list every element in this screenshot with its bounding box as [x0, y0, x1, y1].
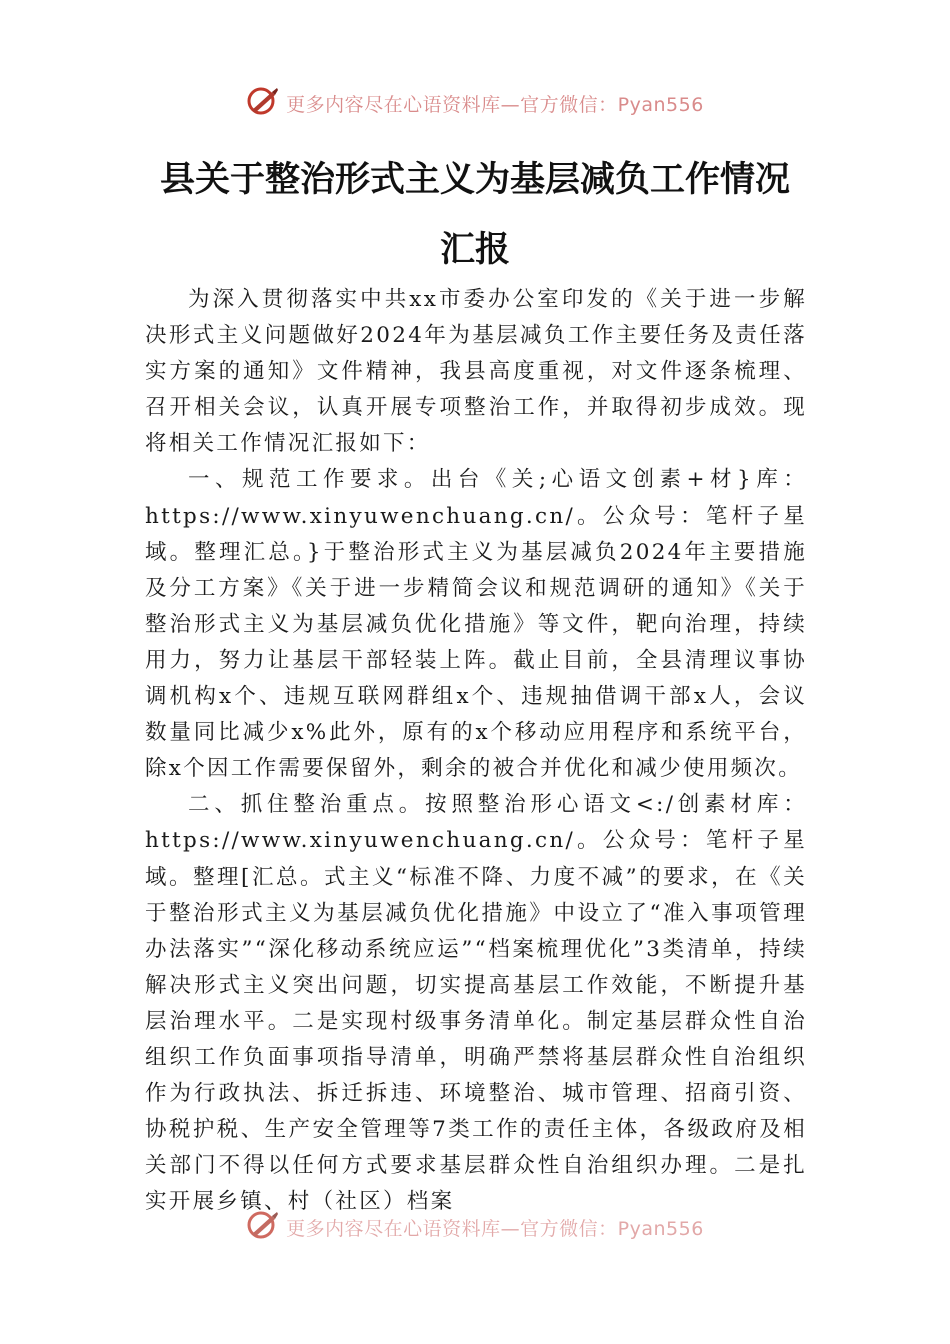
watermark-text: 更多内容尽在心语资料库—官方微信：Pyan556 [286, 94, 704, 116]
paragraph-intro: 为深入贯彻落实中共xx市委办公室印发的《关于进一步解决形式主义问题做好2024年为基层减负工作主要任务及责任落实方案的通知》文件精神，我县高度重视，对文件逐条梳理、召开相关会议，认真开展专项整治工作，并取得初步成效。现将相关工作情况汇报如下： [145, 287, 807, 457]
pen-logo-icon [246, 1210, 280, 1245]
document-body [145, 282, 807, 1220]
paragraph-section-2: 二、抓住整治重点。按照整治形心语文<:/创素材库：https://www.xinyuwenchuang.cn/。公众号：笔杆子星域。整理[汇总。式主义“标准不降、力度不减”的要求，在《关于整治形式主义为基层减负优化措施》中设立了“准入事项管理办法落实”“深化移动系统应运”“档案梳理优化”3类清单，持续解决形式主义突出问题，切实提高基层工作效能，不断提升基层治理水平。二是实现村级事务清单化。制定基层群众性自治组织工作负面事项指导清单，明确严禁将基层群众性自治组织作为行政执法、拆迁拆违、环境整治、城市管理、招商引资、协税护税、生产安全管理等7类工作的责任主体，各级政府及相关部门不得以任何方式要求基层群众性自治组织办理。二是扎实开展乡镇、村（社区）档案 [145, 792, 807, 1215]
document-title-line-1: 县关于整治形式主义为基层减负工作情况 [159, 159, 790, 200]
header-watermark [0, 86, 950, 121]
footer-watermark [0, 1210, 950, 1245]
paragraph-section-1: 一、规范工作要求。出台《关;心语文创素+材}库：https://www.xinyuwenchuang.cn/。公众号：笔杆子星域。整理汇总。}于整治形式主义为基层减负2024年主要措施及分工方案》《关于进一步精简会议和规范调研的通知》《关于整治形式主义为基层减负优化措施》等文件，靶向治理，持续用力，努力让基层干部轻装上阵。截止目前，全县清理议事协调机构x个、违规互联网群组x个、违规抽借调干部x人，会议数量同比减少x%此外，原有的x个移动应用程序和系统平台，除x个因工作需要保留外，剩余的被合并优化和减少使用频次。 [145, 467, 807, 782]
document-title-line-2: 汇报 [439, 229, 510, 270]
watermark-text-footer: 更多内容尽在心语资料库—官方微信：Pyan556 [286, 1218, 704, 1240]
pen-logo-icon [246, 86, 280, 121]
